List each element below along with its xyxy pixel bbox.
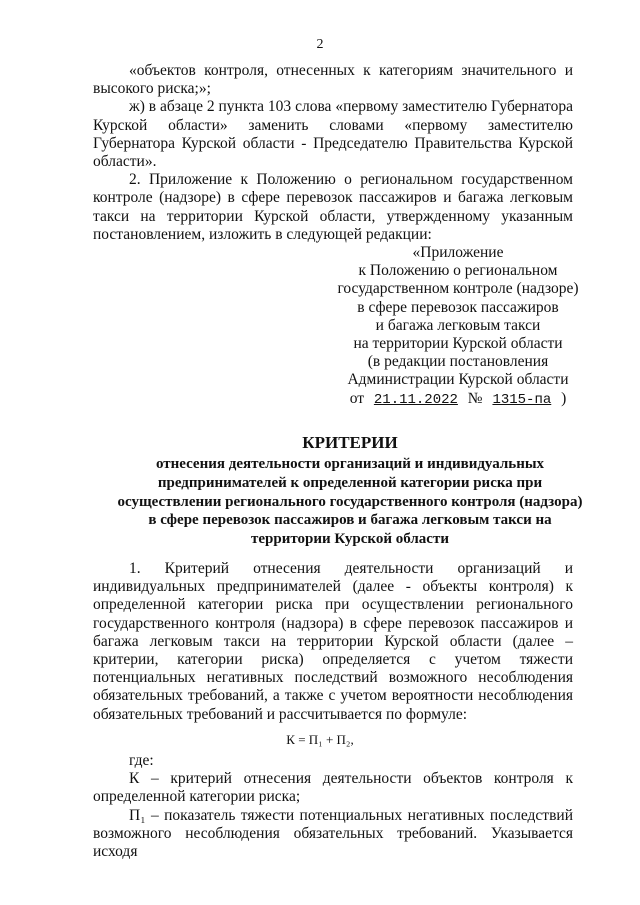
from-label: от <box>349 389 365 407</box>
appendix-header <box>336 244 580 409</box>
subtitle-line: территории Курской области <box>251 531 449 548</box>
document-title: КРИТЕРИИ <box>302 433 398 452</box>
subtitle-line: отнесения деятельности организаций и индивидуальных <box>155 456 545 472</box>
page-number: 2 <box>316 37 324 52</box>
paragraph-item-2: 2. Приложение к Положению о региональном государственном контроле (надзоре) в сфере перевозок пассажиров и багажа легковым такси на территории Курской области, утвержденному указанным постановлением, изложить в следующей редакции: <box>93 171 573 243</box>
risk-formula: К = П₁ + П₂, <box>286 732 354 747</box>
paragraph-risk-categories: «объектов контроля, отнесенных к категориям значительного и высокого риска;»; <box>93 62 573 98</box>
appendix-line: «Приложение <box>412 244 504 261</box>
subtitle-line: предпринимателей к определенной категории риска при <box>157 474 543 491</box>
definition-k: К – критерий отнесения деятельности объектов контроля к определенной категории риска; <box>93 770 573 806</box>
document-subtitle <box>60 455 640 549</box>
subtitle-line: в сфере перевозок пассажиров и багажа легковым такси на <box>148 512 552 529</box>
decree-number: 1315-па <box>492 391 552 408</box>
appendix-line: в сфере перевозок пассажиров <box>357 298 559 316</box>
amendment-text-block <box>93 62 573 244</box>
paragraph-amendment-zh: ж) в абзаце 2 пункта 103 слова «первому заместителю Губернатора Курской области» заменить словами «первому заместителю Губернатора Курской области - Председателю Правительства Курской области». <box>93 98 573 171</box>
definition-p1: П₁ – показатель тяжести потенциальных негативных последствий возможного несоблюдения обязательных требований. Указывается исходя <box>93 806 573 861</box>
appendix-line: (в редакции постановления <box>367 353 549 371</box>
paragraph-criterion-1: 1. Критерий отнесения деятельности организаций и индивидуальных предпринимателей (далее - объекты контроля) к определенной категории риска при осуществлении регионального государственного контроля (надзора) в сфере перевозок пассажиров и багажа легковым такси на территории Курской области (далее – критерии, категории риска) определяется с учетом тяжести потенциальных негативных последствий возможного несоблюдения обязательных требований, а также с учетом вероятности несоблюдения обязательных требований и рассчитывается по формуле: <box>93 560 573 723</box>
appendix-date-line <box>336 390 580 409</box>
where-label: где: <box>129 752 154 769</box>
decree-date: 21.11.2022 <box>373 391 458 408</box>
subtitle-line: осуществлении регионального государственного контроля (надзора) <box>117 493 583 510</box>
appendix-line: к Положению о региональном <box>358 262 558 280</box>
definitions-block <box>93 752 573 861</box>
appendix-line: и багажа легковым такси <box>375 316 541 334</box>
number-label: № <box>467 389 483 407</box>
appendix-line: Администрации Курской области <box>347 371 569 389</box>
appendix-line: на территории Курской области <box>353 335 563 353</box>
document-title-block <box>60 433 640 549</box>
appendix-line: государственном контроле (надзоре) <box>337 280 579 298</box>
criteria-text-block <box>93 560 573 724</box>
closing-paren: ) <box>561 389 567 407</box>
